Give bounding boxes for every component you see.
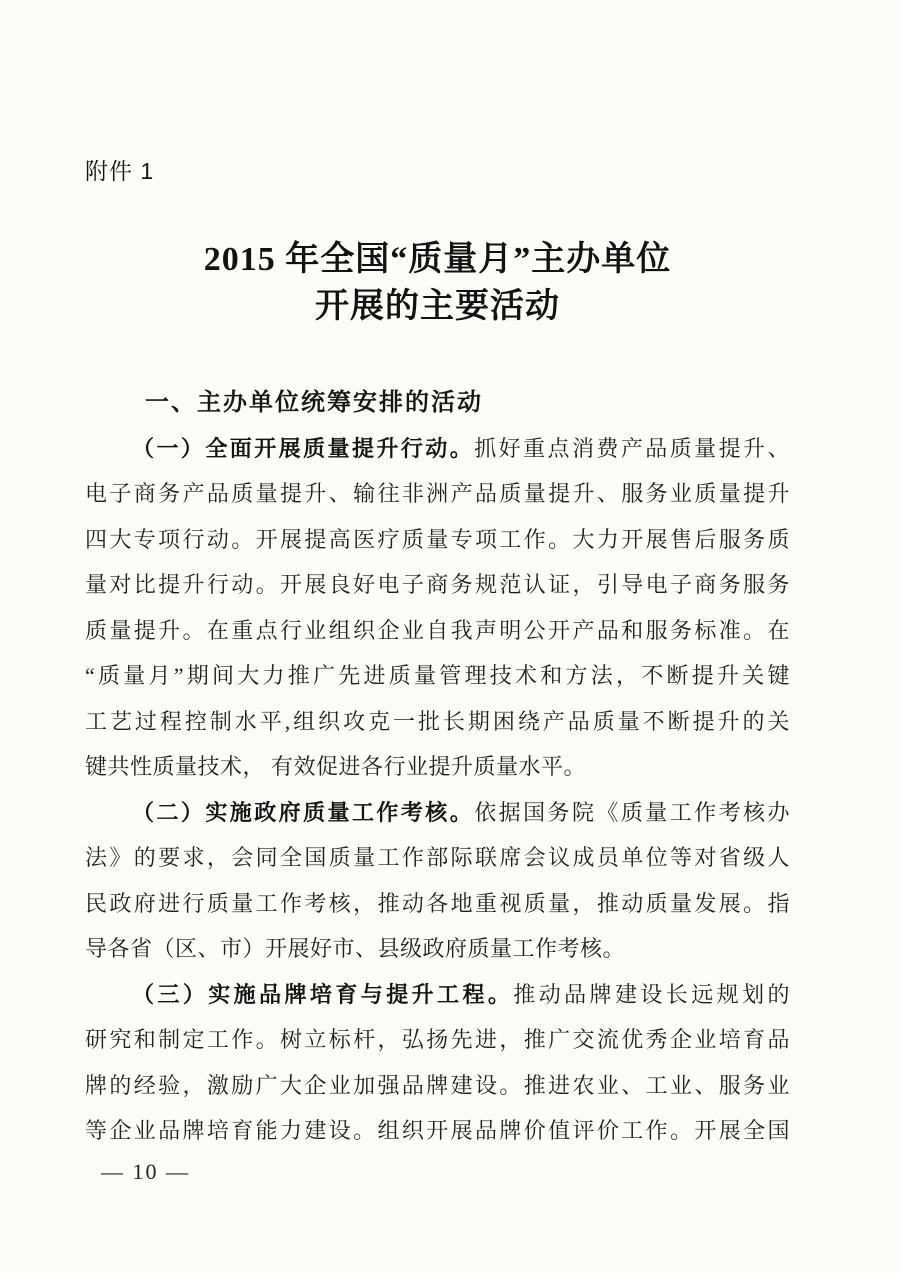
document-title bbox=[85, 236, 790, 330]
text-line: 四大专项行动。开展提高医疗质量专项工作。大力开展售后服务质 bbox=[85, 526, 790, 552]
paragraph-lead-in: （三）实施品牌培育与提升工程。 bbox=[132, 981, 514, 1007]
paragraph bbox=[85, 426, 790, 790]
text-line: （二）实施政府质量工作考核。依据国务院《质量工作考核办 bbox=[132, 799, 790, 825]
text-line: 牌的经验，激励广大企业加强品牌建设。推进农业、工业、服务业 bbox=[85, 1072, 790, 1098]
paragraph bbox=[85, 972, 790, 1154]
text-line: 工艺过程控制水平,组织攻克一批长期困绕产品质量不断提升的关 bbox=[85, 708, 790, 734]
text-line: 研究和制定工作。树立标杆，弘扬先进，推广交流优秀企业培育品 bbox=[85, 1027, 790, 1052]
document-content bbox=[85, 155, 790, 1188]
text-line: （一）全面开展质量提升行动。抓好重点消费产品质量提升、 bbox=[132, 435, 790, 461]
text-line: （三）实施品牌培育与提升工程。推动品牌建设长远规划的 bbox=[132, 981, 790, 1007]
page-number: — 10 — bbox=[101, 1158, 190, 1184]
text-line: 等企业品牌培育能力建设。组织开展品牌价值评价工作。开展全国 bbox=[85, 1118, 790, 1143]
paragraphs bbox=[85, 426, 790, 1154]
attachment-label: 附件 1 bbox=[85, 158, 155, 184]
text-line: 质量提升。在重点行业组织企业自我声明公开产品和服务标准。在 bbox=[85, 617, 790, 643]
text-line: 量对比提升行动。开展良好电子商务规范认证，引导电子商务服务 bbox=[85, 572, 790, 597]
text-line: 导各省（区、市）开展好市、县级政府质量工作考核。 bbox=[85, 936, 626, 961]
paragraph bbox=[85, 790, 790, 972]
document-title-line-2: 开展的主要活动 bbox=[315, 288, 560, 325]
text-line: “质量月”期间大力推广先进质量管理技术和方法，不断提升关键 bbox=[85, 663, 790, 688]
paragraph-lead-in: （一）全面开展质量提升行动。 bbox=[132, 435, 475, 461]
text-line: 民政府进行质量工作考核，推动各地重视质量，推动质量发展。指 bbox=[85, 890, 790, 916]
text-line: 键共性质量技术， 有效促进各行业提升质量水平。 bbox=[85, 754, 587, 779]
document-title-line-1: 2015 年全国“质量月”主办单位 bbox=[203, 241, 672, 278]
text-line: 电子商务产品质量提升、输往非洲产品质量提升、服务业质量提升 bbox=[85, 481, 790, 506]
text-line: 法》的要求，会同全国质量工作部际联席会议成员单位等对省级人 bbox=[85, 845, 790, 870]
section-heading: 一、主办单位统筹安排的活动 bbox=[145, 389, 483, 416]
paragraph-lead-in: （二）实施政府质量工作考核。 bbox=[132, 799, 475, 825]
